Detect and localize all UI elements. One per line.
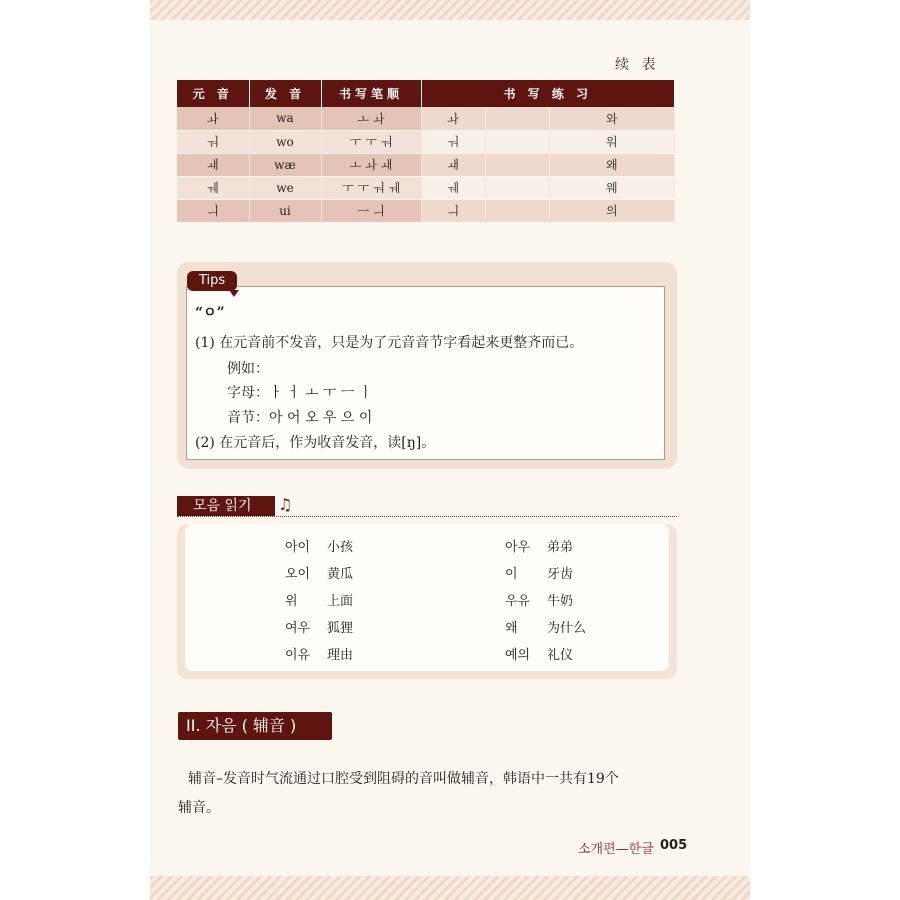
paragraph-line-2: 辅音。	[178, 800, 220, 816]
syllable-cell: 의	[549, 199, 675, 222]
tips-line-1: (1) 在元音前不发音，只是为了元音音节字看起来更整齐而已。	[195, 335, 584, 351]
header-writing-practice: 书 写 练 习	[421, 80, 675, 107]
vowel-table	[177, 80, 675, 223]
syllable-cell: 웨	[549, 176, 675, 199]
syllable-cell: 왜	[549, 153, 675, 176]
tips-line-2: 例如：	[227, 361, 269, 377]
section-title-consonants: II. 자음 ( 辅音 )	[178, 712, 332, 740]
practice-blank	[485, 176, 549, 199]
table-row	[177, 199, 675, 222]
practice-blank	[485, 107, 549, 130]
tips-badge: Tips	[187, 271, 237, 291]
header-pronunciation: 发 音	[249, 80, 321, 107]
vowel-reading-badge: 모음 읽기	[177, 496, 275, 516]
syllable-cell: 워	[549, 130, 675, 153]
practice-blank	[485, 130, 549, 153]
practice-blank	[485, 199, 549, 222]
bottom-decorative-stripe	[150, 876, 750, 900]
pronunciation-cell: wa	[249, 107, 321, 130]
page-number: 005	[660, 838, 688, 853]
stroke-cell: ㅜ ㅜ ㅝ	[321, 130, 421, 153]
list-item: 우유 牛奶	[505, 594, 574, 609]
table-row	[177, 130, 675, 153]
table-row	[177, 176, 675, 199]
book-page	[150, 0, 750, 900]
pronunciation-cell: wo	[249, 130, 321, 153]
stroke-cell: ㅜ ㅜ ㅝ ㅞ	[321, 176, 421, 199]
practice-cell: ㅙ	[421, 153, 485, 176]
footer-chapter: 소개편—한글	[578, 842, 654, 857]
vowel-cell: ㅙ	[177, 153, 249, 176]
list-item: 아우 弟弟	[505, 540, 574, 555]
header-vowel: 元 音	[177, 80, 249, 107]
stroke-cell: ㅡ ㅢ	[321, 199, 421, 222]
list-item: 왜 为什么	[505, 621, 587, 636]
pronunciation-cell: we	[249, 176, 321, 199]
tips-box	[177, 262, 677, 469]
list-item: 아이 小孩	[285, 540, 354, 555]
tips-line-5: (2) 在元音后，作为收音发音，读[ŋ]。	[195, 435, 436, 451]
table-row	[177, 107, 675, 130]
stroke-cell: ㅗ ㅘ ㅙ	[321, 153, 421, 176]
practice-cell: ㅘ	[421, 107, 485, 130]
practice-cell: ㅝ	[421, 130, 485, 153]
pronunciation-cell: wæ	[249, 153, 321, 176]
table-header-row	[177, 80, 675, 107]
continued-label: 续 表	[615, 57, 660, 73]
vowel-cell: ㅞ	[177, 176, 249, 199]
paragraph-line-1: 辅音–发音时气流通过口腔受到阻碍的音叫做辅音，韩语中一共有19个	[188, 771, 619, 787]
tips-title: “ㅇ”	[195, 305, 225, 321]
practice-cell: ㅢ	[421, 199, 485, 222]
list-item: 예의 礼仪	[505, 648, 574, 663]
list-item: 여우 狐狸	[285, 621, 354, 636]
list-item: 위 上面	[285, 594, 354, 609]
tips-line-4: 音节：아 어 오 우 으 이	[227, 410, 373, 426]
vowel-cell: ㅢ	[177, 199, 249, 222]
syllable-cell: 와	[549, 107, 675, 130]
pronunciation-cell: ui	[249, 199, 321, 222]
list-item: 이유 理由	[285, 648, 354, 663]
dotted-divider	[177, 516, 677, 517]
vowel-cell: ㅝ	[177, 130, 249, 153]
stroke-cell: ㅗ ㅘ	[321, 107, 421, 130]
tips-line-3: 字母：ㅏ ㅓ ㅗ ㅜ ㅡ ㅣ	[227, 385, 373, 401]
list-item: 이 牙齿	[505, 567, 574, 582]
list-item: 오이 黄瓜	[285, 567, 354, 582]
top-decorative-stripe	[150, 0, 750, 20]
reading-box	[177, 524, 677, 679]
music-note-icon: ♫	[278, 495, 293, 514]
table-row	[177, 153, 675, 176]
practice-cell: ㅞ	[421, 176, 485, 199]
vowel-cell: ㅘ	[177, 107, 249, 130]
reading-content	[185, 524, 669, 671]
header-stroke-order: 书写笔顺	[321, 80, 421, 107]
practice-blank	[485, 153, 549, 176]
